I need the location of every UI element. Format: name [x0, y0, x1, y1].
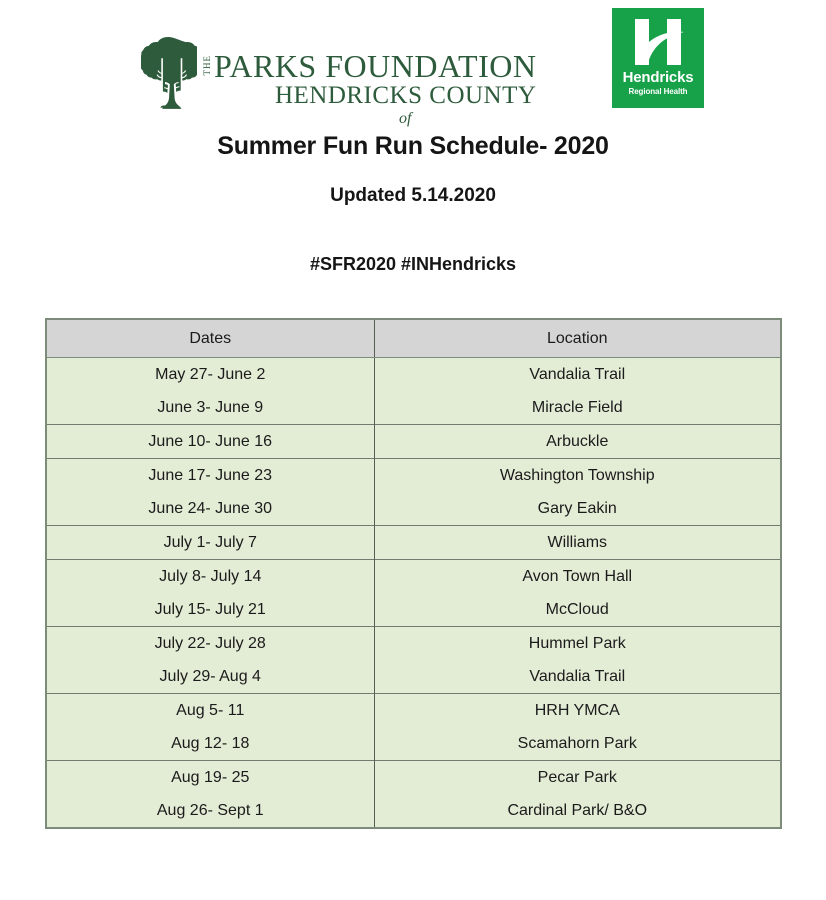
table-row	[46, 794, 781, 828]
page-subtitle: Updated 5.14.2020	[330, 185, 496, 206]
column-header-location: Location	[374, 319, 781, 358]
tree-icon	[141, 34, 197, 112]
parks-foundation-line1: PARKS FOUNDATION	[214, 48, 537, 84]
cell-location: Washington Township	[374, 459, 781, 493]
cell-dates: June 10- June 16	[46, 425, 374, 459]
parks-foundation-logo	[141, 32, 537, 127]
hashtags-line: #SFR2020 #INHendricks	[309, 254, 517, 274]
table-header-row	[46, 319, 781, 358]
cell-location: Vandalia Trail	[374, 358, 781, 392]
cell-dates: July 22- July 28	[46, 627, 374, 661]
cell-dates: Aug 26- Sept 1	[46, 794, 374, 828]
column-header-dates: Dates	[46, 319, 374, 358]
hendricks-h-icon	[612, 17, 704, 67]
cell-location: Gary Eakin	[374, 492, 781, 526]
table-row	[46, 761, 781, 795]
hendricks-regional-health-logo	[612, 8, 704, 108]
cell-location: HRH YMCA	[374, 694, 781, 728]
cell-location: Hummel Park	[374, 627, 781, 661]
table-row	[46, 391, 781, 425]
cell-dates: June 17- June 23	[46, 459, 374, 493]
cell-location: Avon Town Hall	[374, 560, 781, 594]
cell-dates: July 1- July 7	[46, 526, 374, 560]
cell-location: Pecar Park	[374, 761, 781, 795]
table-header	[46, 319, 781, 358]
cell-location: Vandalia Trail	[374, 660, 781, 694]
cell-dates: June 24- June 30	[46, 492, 374, 526]
table-row	[46, 560, 781, 594]
cell-location: Miracle Field	[374, 391, 781, 425]
table-body	[46, 358, 781, 829]
table-row	[46, 492, 781, 526]
cell-dates: June 3- June 9	[46, 391, 374, 425]
page-title: Summer Fun Run Schedule- 2020	[217, 132, 609, 160]
table-row	[46, 358, 781, 392]
parks-foundation-the: THE	[202, 55, 212, 76]
table-row	[46, 459, 781, 493]
cell-location: McCloud	[374, 593, 781, 627]
cell-dates: Aug 12- 18	[46, 727, 374, 761]
table-row	[46, 526, 781, 560]
hendricks-logo-subtitle: Regional Health	[628, 87, 688, 96]
parks-foundation-line2: HENDRICKS COUNTY	[274, 82, 537, 109]
schedule-table-container	[45, 318, 780, 829]
table-row	[46, 425, 781, 459]
cell-dates: July 29- Aug 4	[46, 660, 374, 694]
schedule-table	[45, 318, 782, 829]
table-row	[46, 694, 781, 728]
cell-location: Arbuckle	[374, 425, 781, 459]
cell-dates: Aug 5- 11	[46, 694, 374, 728]
parks-foundation-of: of	[399, 110, 412, 127]
table-row	[46, 660, 781, 694]
table-row	[46, 593, 781, 627]
cell-location: Williams	[374, 526, 781, 560]
hendricks-logo-name: Hendricks	[622, 69, 694, 86]
cell-location: Scamahorn Park	[374, 727, 781, 761]
logo-band	[0, 0, 826, 127]
table-row	[46, 627, 781, 661]
table-row	[46, 727, 781, 761]
cell-location: Cardinal Park/ B&O	[374, 794, 781, 828]
cell-dates: May 27- June 2	[46, 358, 374, 392]
cell-dates: Aug 19- 25	[46, 761, 374, 795]
cell-dates: July 8- July 14	[46, 560, 374, 594]
cell-dates: July 15- July 21	[46, 593, 374, 627]
